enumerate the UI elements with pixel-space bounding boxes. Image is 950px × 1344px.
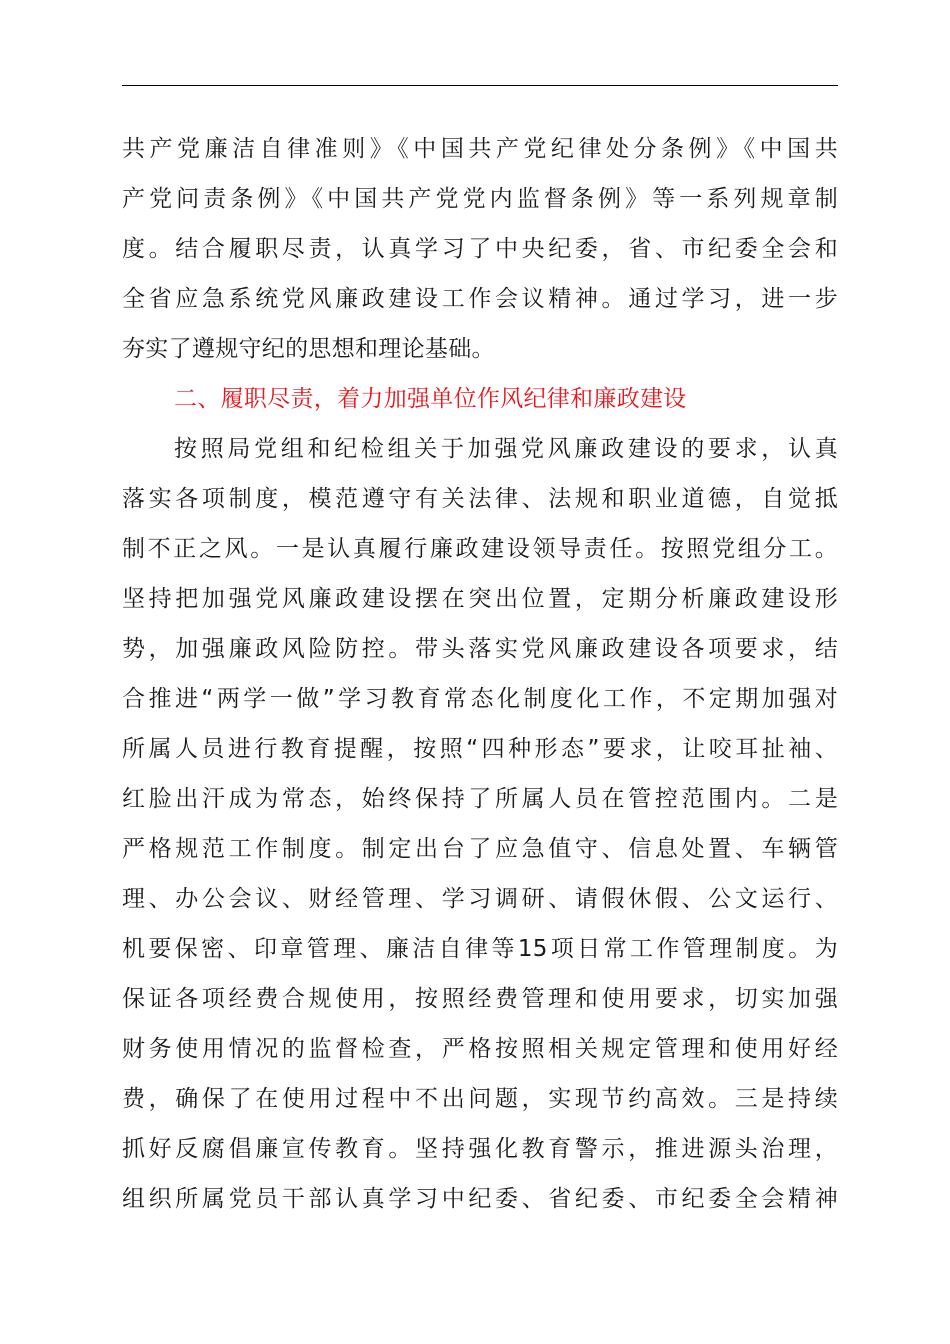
paragraph-first-line: 按照局党组和纪检组关于加强党风廉政建设的要求，认真 <box>174 436 838 462</box>
body-line: 理、办公会议、财经管理、学习调研、请假休假、公文运行、 <box>122 886 838 912</box>
body-line: 机要保密、印章管理、廉洁自律等15项日常工作管理制度。为 <box>122 936 838 962</box>
body-line: 红脸出汗成为常态，始终保持了所属人员在管控范围内。二是 <box>122 786 838 812</box>
body-line: 势，加强廉政风险防控。带头落实党风廉政建设各项要求，结 <box>122 636 838 662</box>
body-line: 合推进“两学一做”学习教育常态化制度化工作，不定期加强对 <box>122 686 838 712</box>
body-line: 全省应急系统党风廉政建设工作会议精神。通过学习，进一步 <box>122 286 838 312</box>
body-line: 严格规范工作制度。制定出台了应急值守、信息处置、车辆管 <box>122 836 838 862</box>
body-line: 保证各项经费合规使用，按照经费管理和使用要求，切实加强 <box>122 986 838 1012</box>
body-line: 所属人员进行教育提醒，按照“四种形态”要求，让咬耳扯袖、 <box>122 736 838 762</box>
body-line: 产党问责条例》《中国共产党党内监督条例》等一系列规章制 <box>122 186 838 212</box>
document-body <box>122 124 852 1224</box>
body-line: 组织所属党员干部认真学习中纪委、省纪委、市纪委全会精神 <box>122 1186 838 1212</box>
body-line: 坚持把加强党风廉政建设摆在突出位置，定期分析廉政建设形 <box>122 586 838 612</box>
body-line: 夯实了遵规守纪的思想和理论基础。 <box>122 336 495 362</box>
section-heading: 二、履职尽责，着力加强单位作风纪律和廉政建设 <box>174 386 687 412</box>
body-line: 制不正之风。一是认真履行廉政建设领导责任。按照党组分工。 <box>122 536 838 562</box>
body-line: 度。结合履职尽责，认真学习了中央纪委，省、市纪委全会和 <box>122 236 838 262</box>
body-line: 财务使用情况的监督检查，严格按照相关规定管理和使用好经 <box>122 1036 838 1062</box>
body-line: 落实各项制度，模范遵守有关法律、法规和职业道德，自觉抵 <box>122 486 838 512</box>
body-line: 抓好反腐倡廉宣传教育。坚持强化教育警示，推进源头治理， <box>122 1136 838 1162</box>
body-line: 费，确保了在使用过程中不出问题，实现节约高效。三是持续 <box>122 1086 838 1112</box>
body-line: 共产党廉洁自律准则》《中国共产党纪律处分条例》《中国共 <box>122 136 838 162</box>
header-rule <box>122 85 838 86</box>
